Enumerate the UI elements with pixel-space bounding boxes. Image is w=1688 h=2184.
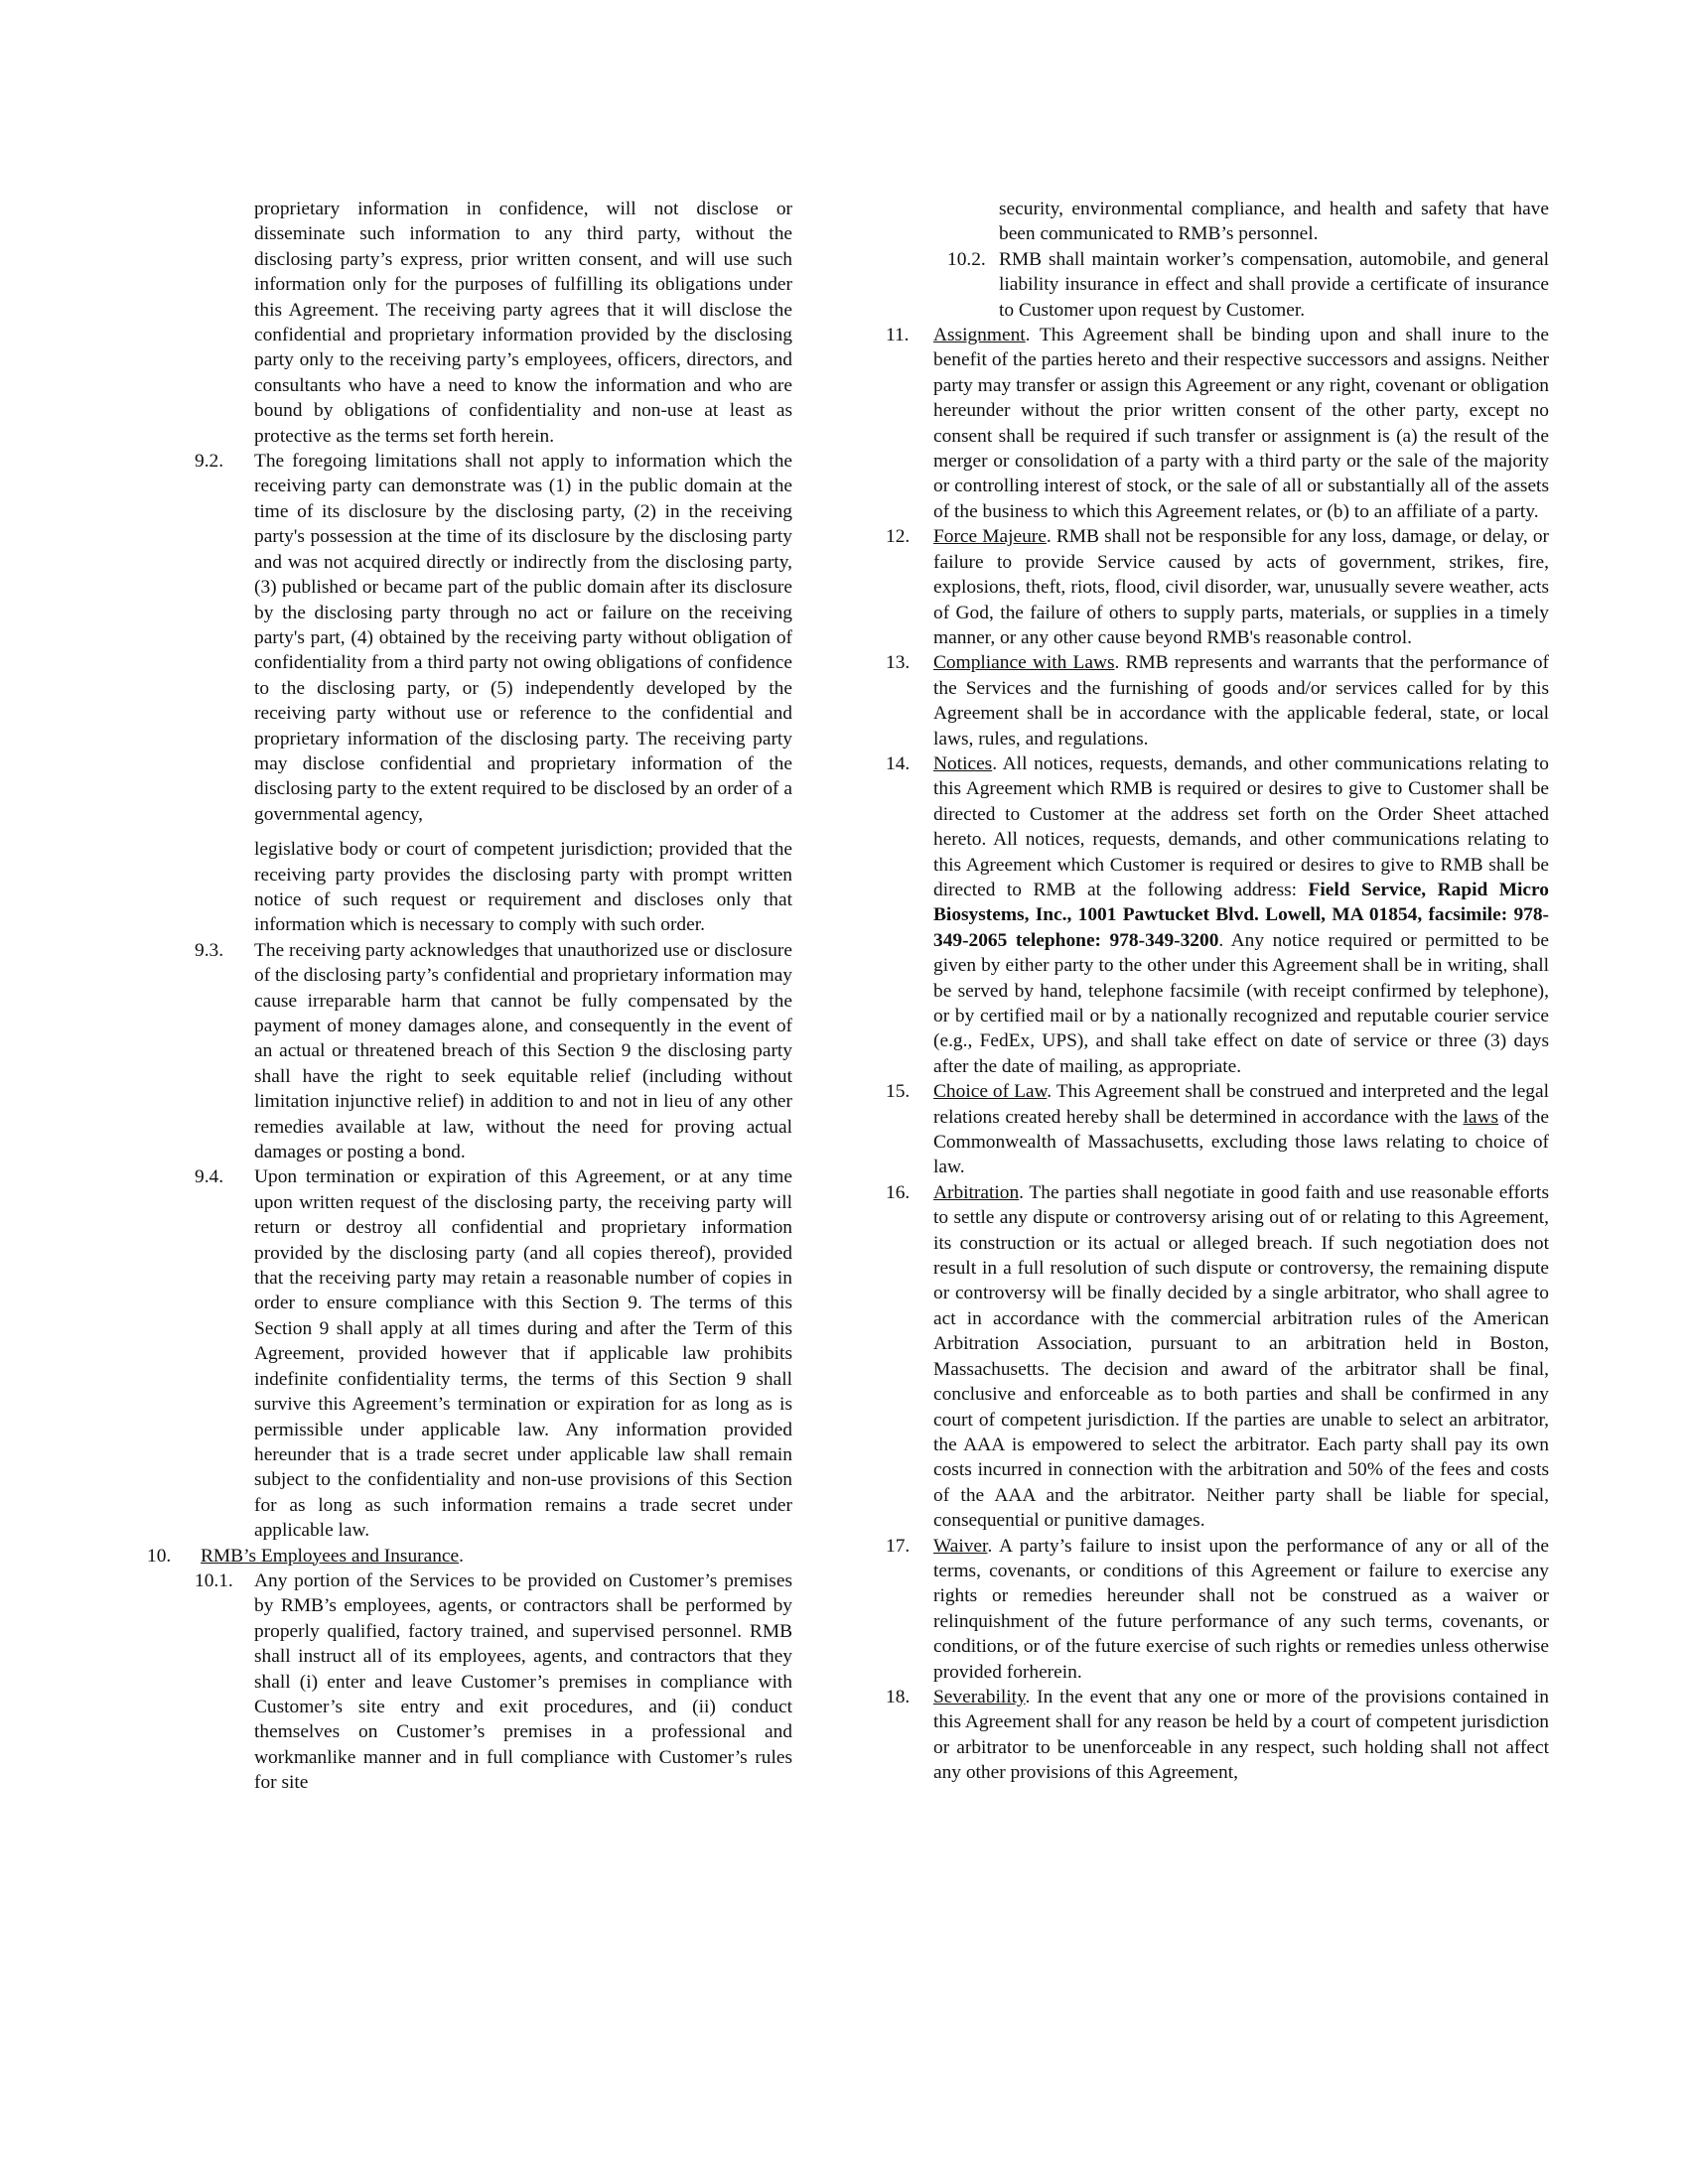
section-17 xyxy=(886,1534,1549,1685)
section-text: . This Agreement shall be construed and interpreted and the legal relations created hereby shall be determined in accordance with the xyxy=(933,1081,1549,1128)
section-heading: Choice of Law xyxy=(933,1081,1048,1103)
section-heading: Arbitration xyxy=(933,1181,1020,1203)
section-10-1-continued: security, environmental compliance, and health and safety that have been communicated to RMB’s personnel. xyxy=(999,199,1549,245)
section-10 xyxy=(147,1544,792,1569)
section-13 xyxy=(886,650,1549,751)
section-number: 9.3. xyxy=(195,939,224,961)
section-number: 18. xyxy=(886,1686,911,1707)
section-number: 15. xyxy=(886,1081,911,1103)
section-number: 13. xyxy=(886,652,911,674)
section-9-1-continued: proprietary information in confidence, will not disclose or disseminate such information to any third party, without the disclosing party’s express, prior written consent, and will use such information only for the purposes of fulfilling its obligations under this Agreement. The receiving party agrees that it will disclose the confidential and proprietary information provided by the disclosing party only to the receiving party’s employees, officers, directors, and consultants who have a need to know the information and who are bound by obligations of confidentiality and non-use at least as protective as the terms set forth herein. xyxy=(254,199,792,447)
section-text: The foregoing limitations shall not apply to information which the receiving party can demonstrate was (1) in the public domain at the time of its disclosure by the disclosing party, (2) in the receiving party's possession at the time of its disclosure by the disclosing party and was not acquired directly or indirectly from the disclosing party, (3) published or became part of the public domain after its disclosure by the disclosing party through no act or failure on the receiving party's part, (4) obtained by the receiving party without obligation of confidentiality from a third party not owing obligations of confidence to the disclosing party, or (5) independently developed by the receiving party without use or reference to the confidential and proprietary information of the disclosing party. The receiving party may disclose confidential and proprietary information of the disclosing party to the extent required to be disclosed by an order of a governmental agency, xyxy=(254,451,792,825)
section-10-1 xyxy=(195,1569,792,1796)
section-number: 9.4. xyxy=(195,1166,224,1188)
section-12 xyxy=(886,524,1549,650)
section-heading: Force Majeure xyxy=(933,526,1047,548)
section-number: 11. xyxy=(886,325,910,346)
section-text: . RMB shall not be responsible for any loss, damage, or delay, or failure to provide Service caused by acts of government, strikes, fire, explosions, theft, riots, flood, civil disorder, war, unusually severe weather, acts of God, the failure of others to supply parts, materials, or supplies in a timely manner, or any other cause beyond RMB's reasonable control. xyxy=(933,526,1549,648)
section-text: The receiving party acknowledges that unauthorized use or disclosure of the disclosing party’s confidential and proprietary information may cause irreparable harm that cannot be fully compensated by the payment of money damages alone, and consequently in the event of an actual or threatened breach of this Section 9 the disclosing party shall have the right to seek equitable relief (including without limitation injunctive relief) in addition to and not in lieu of any other remedies available at law, without the need for proving actual damages or posting a bond. xyxy=(254,939,792,1163)
section-heading: RMB’s Employees and Insurance xyxy=(201,1545,460,1567)
section-9-2 xyxy=(195,449,792,938)
section-text: Upon termination or expiration of this Agreement, or at any time upon written request of the disclosing party, the receiving party will return or destroy all confidential and proprietary information provided by the disclosing party (and all copies thereof), provided that the receiving party may retain a reasonable number of copies in order to ensure compliance with this Section 9. The terms of this Section 9 shall apply at all times during and after the Term of this Agreement, provided however that if applicable law prohibits indefinite confidentiality terms, the terms of this Section 9 shall survive this Agreement’s termination or expiration for as long as is permissible under applicable law. Any information provided hereunder that is a trade secret under applicable law shall remain subject to the confidentiality and non-use provisions of this Section for as long as such information remains a trade secret under applicable law. xyxy=(254,1166,792,1542)
section-text: . All notices, requests, demands, and other communications relating to this Agreement which RMB is required or desires to give to Customer shall be directed to Customer at the address set forth on the Order Sheet attached hereto. All notices, requests, demands, and other communications relating to this Agreement which Customer is required or desires to give to RMB shall be directed to RMB at the following address: xyxy=(933,752,1549,900)
section-16 xyxy=(886,1180,1549,1534)
section-heading: Notices xyxy=(933,752,993,774)
section-number: 14. xyxy=(886,752,911,774)
section-heading: Assignment xyxy=(933,325,1026,346)
section-14 xyxy=(886,751,1549,1079)
section-text-continued: . Any notice required or permitted to be given by either party to the other under this Agreement shall be in writing, shall be served by hand, telephone facsimile (with receipt confirmed by telephone), or by certified mail or by a nationally recognized and reputable courier service (e.g., FedEx, UPS), and shall take effect on date of service or three (3) days after the date of mailing, as appropriate. xyxy=(933,929,1549,1077)
section-number: 17. xyxy=(886,1535,911,1557)
section-number: 12. xyxy=(886,526,911,548)
section-number: 10.2. xyxy=(947,248,986,270)
section-text: . A party’s failure to insist upon the performance of any or all of the terms, covenants, or conditions of this Agreement or failure to exercise any rights or remedies hereunder shall not be construed as a waiver or relinquishment of the future performance of any such terms, covenants, or conditions, or of the future exercise of such rights or remedies unless otherwise provided forherein. xyxy=(933,1535,1549,1683)
section-heading: Waiver xyxy=(933,1535,988,1557)
section-text: . The parties shall negotiate in good faith and use reasonable efforts to settle any dispute or controversy arising out of or relating to this Agreement, its construction or its actual or alleged breach. If such negotiation does not result in a full resolution of such dispute or controversy, the remaining dispute or controversy will be finally decided by a single arbitrator, who shall agree to act in accordance with the commercial arbitration rules of the American Arbitration Association, pursuant to an arbitration held in Boston, Massachusetts. The decision and award of the arbitrator shall be final, conclusive and enforceable as to both parties and shall be confirmed in any court of competent jurisdiction. If the parties are unable to select an arbitrator, the AAA is empowered to select the arbitrator. Each party shall pay its own costs incurred in connection with the arbitration and 50% of the fees and costs of the AAA and the arbitrator. Neither party shall be liable for special, consequential or punitive damages. xyxy=(933,1181,1549,1532)
section-text: . This Agreement shall be binding upon and shall inure to the benefit of the parties hereto and their respective successors and assigns. Neither party may transfer or assign this Agreement or any right, covenant or obligation hereunder without the prior written consent of the other party, except no consent shall be required if such transfer or assignment is (a) the result of the merger or consolidation of a party with a third party or the sale of the majority or controlling interest of stock, or the sale of all or substantially all of the assets of the business to which this Agreement relates, or (b) to an affiliate of a party. xyxy=(933,325,1549,522)
section-text-continued: of the Commonwealth of Massachusetts, excluding those laws relating to choice of law. xyxy=(933,1106,1549,1178)
section-heading: Compliance with Laws xyxy=(933,652,1115,674)
notice-address: Field Service, Rapid Micro Biosystems, Inc., 1001 Pawtucket Blvd. Lowell, MA 01854, facsimile: 978-349-2065 telephone: 978-349-3200 xyxy=(933,879,1549,951)
section-number: 10.1. xyxy=(195,1570,233,1591)
section-9-3 xyxy=(195,938,792,1165)
section-11 xyxy=(886,323,1549,524)
section-text: RMB shall maintain worker’s compensation, automobile, and general liability insurance in effect and shall provide a certificate of insurance to Customer upon request by Customer. xyxy=(999,248,1549,321)
section-10-2 xyxy=(947,247,1549,323)
right-column xyxy=(886,197,1549,1786)
section-18 xyxy=(886,1685,1549,1786)
section-text-continued: legislative body or court of competent jurisdiction; provided that the receiving party provides the disclosing party with prompt written notice of such request or requirement and discloses only that information which is necessary to comply with such order. xyxy=(254,839,792,936)
left-column xyxy=(147,197,792,1796)
section-number: 16. xyxy=(886,1181,911,1203)
section-number: 9.2. xyxy=(195,451,224,473)
section-text: . RMB represents and warrants that the performance of the Services and the furnishing of goods and/or services called for by this Agreement shall be in accordance with the applicable federal, state, or local laws, rules, and regulations. xyxy=(933,652,1549,750)
section-9-4 xyxy=(195,1164,792,1543)
section-number: 10. xyxy=(147,1545,172,1567)
section-heading-period: . xyxy=(459,1545,464,1567)
section-text: . In the event that any one or more of the provisions contained in this Agreement shall for any reason be held by a court of competent jurisdiction or arbitrator to be unenforceable in any respect, such holding shall not affect any other provisions of this Agreement, xyxy=(933,1686,1549,1784)
section-15 xyxy=(886,1079,1549,1180)
section-heading: Severability xyxy=(933,1686,1026,1707)
laws-link-text: laws xyxy=(1463,1106,1499,1128)
section-text: Any portion of the Services to be provided on Customer’s premises by RMB’s employees, agents, or contractors shall be performed by properly qualified, factory trained, and supervised personnel. RMB shall instruct all of its employees, agents, and contractors that they shall (i) enter and leave Customer’s premises in compliance with Customer’s site entry and exit procedures, and (ii) conduct themselves on Customer’s premises in a professional and workmanlike manner and in full compliance with Customer’s rules for site xyxy=(254,1570,792,1794)
